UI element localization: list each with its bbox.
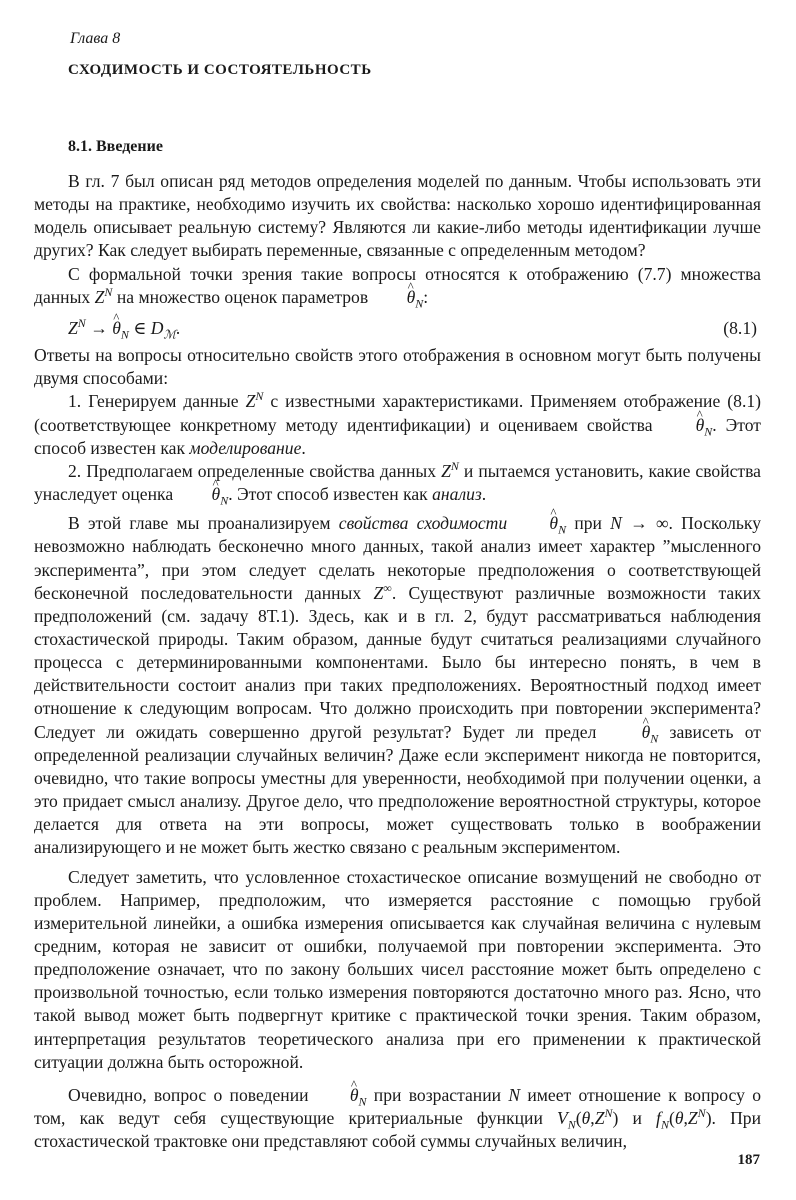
math-arrow: → xyxy=(85,317,113,338)
chapter-title: СХОДИМОСТЬ И СОСТОЯТЕЛЬНОСТЬ xyxy=(68,62,372,78)
math-Z: Z xyxy=(245,391,256,412)
formula-8-1 xyxy=(34,317,761,340)
paragraph-3: Ответы на вопросы относительно свойств этого отображения в основном могут быть получены двумя способами: xyxy=(34,345,761,389)
paragraph-5-text-a: 2. Предполагаем определенные свойства данных xyxy=(68,460,442,481)
math-sub-N: N xyxy=(567,1117,576,1132)
term-convergence: свойства сходимости xyxy=(338,513,508,534)
math-comma: , xyxy=(590,1108,595,1129)
math-N: N xyxy=(610,513,622,534)
paragraph-8-text-b: при возрастании xyxy=(366,1084,509,1105)
math-Z: Z xyxy=(441,460,451,481)
paragraph-5-end: . xyxy=(481,484,487,505)
math-space xyxy=(507,513,515,533)
paragraph-2-text-c: : xyxy=(423,286,429,307)
paragraph-8-text-d: и xyxy=(618,1108,657,1129)
math-N: N xyxy=(508,1084,521,1105)
paragraph-4-end: . xyxy=(301,437,306,458)
chapter-label: Глава 8 xyxy=(70,30,121,47)
paragraph-8-text-e: . При стохастической трактовке они представляют собой суммы случайных величин, xyxy=(34,1108,761,1152)
formula-number: (8.1) xyxy=(723,317,757,338)
math-sub-N: N xyxy=(704,424,713,439)
paragraph-5 xyxy=(34,460,761,506)
math-in: ∈ xyxy=(128,317,151,338)
paragraph-4-text-a: 1. Генерируем данные xyxy=(68,391,246,412)
math-V: V xyxy=(557,1108,568,1129)
formula-body xyxy=(68,317,181,340)
math-theta: θ xyxy=(581,1108,591,1129)
math-paren-open: ( xyxy=(668,1108,675,1129)
math-D: D xyxy=(150,317,164,338)
math-paren-close: ) xyxy=(612,1108,619,1129)
math-theta-hat: ^ θ xyxy=(316,1084,359,1107)
math-infinity: ∞ xyxy=(655,513,669,534)
math-sub-N: N xyxy=(558,522,567,537)
math-sub-N: N xyxy=(120,327,129,342)
paragraph-2 xyxy=(34,263,761,309)
math-sup-N: N xyxy=(255,389,264,404)
term-analysis: анализ xyxy=(432,484,482,505)
paragraph-8-text-c: имеет отношение к вопросу о том, как ведут себя существующие критериальные функции xyxy=(34,1084,761,1129)
paragraph-2-text-b: на множество оценок параметров xyxy=(112,286,373,307)
paragraph-4-text-b: с известными характеристиками. Применяем отображение (8.1) (соответствующее конкретному методу идентификации) и оцениваем свойства xyxy=(34,391,761,435)
math-sub-N: N xyxy=(220,493,229,508)
math-sub-N: N xyxy=(650,731,659,746)
paragraph-6-text-a: В этой главе мы проанализируем xyxy=(68,513,339,534)
paragraph-6 xyxy=(34,512,761,859)
math-paren-close: ) xyxy=(705,1108,712,1129)
math-theta-hat: ^ θ xyxy=(112,317,121,340)
paragraph-8 xyxy=(34,1084,761,1153)
math-paren-open: ( xyxy=(575,1108,582,1129)
paragraph-4-text-c: . Этот способ известен как xyxy=(34,414,761,458)
paragraph-6-text-b: при xyxy=(566,513,611,534)
math-f: f xyxy=(656,1108,661,1129)
paragraph-6-text-d: . Существуют различные возможности таких предположений (см. задачу 8Т.1). Здесь, как и в гл. 2, будут рассматриваться наблюдения стохастической природы. Таким образом, данные будут считаться реализациями случайного процесса с детерминированными компонентами. Было бы интересно понять, в чем в действительности состоит анализ при таких предположениях. Вероятностный подход имеет отношение к следующим вопросам. Что должно происходить при повторении эксперимента? Следует ли ожидать совершенно другой результат? Будет ли предел xyxy=(34,582,761,742)
paragraph-6-text-e: зависеть от определенной реализации случайных величин? Даже если эксперимент никогда не повторится, очевидно, что такие вопросы уместны для уверенности, необходимой при получении оценки, а это придает смысл анализу. Другое дело, что предположение вероятностной структуры, которое делается для ответа на эти вопросы, может существовать только в воображении анализирующего и не может быть жестко связано с реальным экспериментом. xyxy=(34,721,761,858)
paragraph-2-text-a: С формальной точки зрения такие вопросы относятся к отображению (7.7) множества данных xyxy=(34,263,761,307)
paragraph-5-text-c: . Этот способ известен как xyxy=(228,484,433,505)
math-theta: θ xyxy=(674,1108,684,1129)
math-theta-hat: ^ θ xyxy=(608,721,651,744)
math-sup-N: N xyxy=(77,316,86,331)
paragraph-6-text-c: . Поскольку невозможно наблюдать бесконечно много данных, такой анализ имеет характер ”мысленного эксперимента”, при этом следует сделать некоторые предположения о соответствующей бесконечной последовательности данных xyxy=(34,513,762,603)
math-sub-N: N xyxy=(660,1117,669,1132)
math-theta-hat: ^ θ xyxy=(662,414,705,437)
math-sup-infinity: ∞ xyxy=(383,580,392,595)
math-Z: Z xyxy=(94,286,105,307)
paragraph-8-text-a: Очевидно, вопрос о поведении xyxy=(68,1084,316,1105)
math-sup-N: N xyxy=(104,284,113,299)
math-arrow: → xyxy=(621,513,656,534)
math-Z: Z xyxy=(594,1108,605,1129)
math-Z: Z xyxy=(68,317,78,338)
math-sup-N: N xyxy=(697,1106,706,1121)
body-text xyxy=(34,170,761,1153)
math-sup-N: N xyxy=(450,459,459,474)
math-Z: Z xyxy=(687,1108,698,1129)
term-modeling: моделирование xyxy=(189,437,302,458)
math-sup-N: N xyxy=(604,1106,613,1121)
paragraph-1: В гл. 7 был описан ряд методов определения моделей по данным. Чтобы использовать эти методы на практике, необходимо изучить их свойства: насколько хорошо идентифицированная модель описывает реальную систему? Являются ли какие-либо методы идентификации лучше других? Как следует выбирать переменные, связанные с определенным методом? xyxy=(34,171,761,261)
math-theta-hat: ^ θ xyxy=(373,286,416,309)
page-number: 187 xyxy=(737,1152,760,1168)
paragraph-5-text-b: и пытаемся установить, какие свойства унаследует оценка xyxy=(34,460,761,505)
section-title: 8.1. Введение xyxy=(68,138,163,155)
math-sub-M: ℳ xyxy=(163,327,177,342)
paragraph-7: Следует заметить, что условленное стохастическое описание возмущений не свободно от проблем. Например, предположим, что измеряется расстояние с помощью грубой измерительной линейки, а ошибка измерения описывается как случайная величина с нулевым средним, которая не зависит от ошибки, получаемой при повторении эксперимента. Это предположение означает, что по закону больших чисел расстояние может быть определено с произвольной точностью, если только измерения повторяются достаточно много раз. Ясно, что такой вывод может быть подвергнут критике с практической точки зрения. Таким образом, интерпретация результатов теоретического анализа при его применении к практической ситуации должна быть осторожной. xyxy=(34,866,761,1072)
math-theta-hat: ^ θ xyxy=(178,483,221,506)
paragraph-4 xyxy=(34,390,761,459)
math-theta-hat: ^ θ xyxy=(515,512,558,535)
math-sub-N: N xyxy=(358,1094,367,1109)
math-sub-N: N xyxy=(415,296,424,311)
math-Z: Z xyxy=(373,582,384,603)
formula-end: . xyxy=(176,317,181,338)
math-comma: , xyxy=(683,1108,688,1129)
